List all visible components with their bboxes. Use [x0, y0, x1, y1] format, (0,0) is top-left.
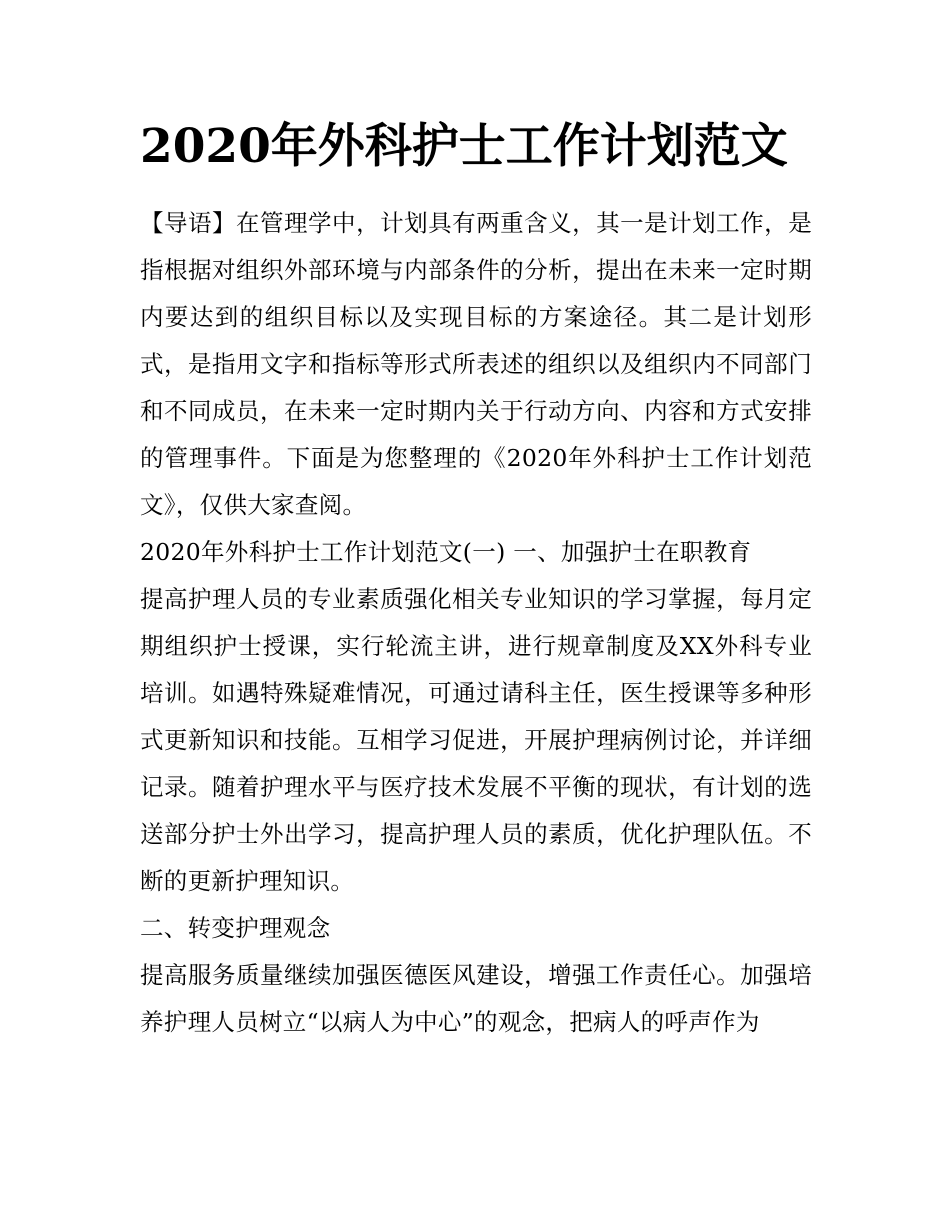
paragraph-section-body-2: 提高服务质量继续加强医德医风建设，增强工作责任心。加强培养护理人员树立“以病人为中心”的观念，把病人的呼声作为	[140, 961, 812, 1036]
document-body	[140, 200, 812, 1046]
document-title: 2020年外科护士工作计划范文	[140, 119, 788, 174]
paragraph-section-heading-1: 2020年外科护士工作计划范文(一) 一、加强护士在职教育	[140, 538, 752, 566]
paragraph-section-body-1: 提高护理人员的专业素质强化相关专业知识的学习掌握，每月定期组织护士授课，实行轮流主讲，进行规章制度及XX外科专业培训。如遇特殊疑难情况，可通过请科主任，医生授课等多种形式更新知识和技能。互相学习促进，开展护理病例讨论，并详细记录。随着护理水平与医疗技术发展不平衡的现状，有计划的选送部分护士外出学习，提高护理人员的素质，优化护理队伍。不断的更新护理知识。	[140, 585, 812, 895]
paragraph-introduction: 【导语】在管理学中，计划具有两重含义，其一是计划工作，是指根据对组织外部环境与内部条件的分析，提出在未来一定时期内要达到的组织目标以及实现目标的方案途径。其二是计划形式，是指用文字和指标等形式所表述的组织以及组织内不同部门和不同成员，在未来一定时期内关于行动方向、内容和方式安排的管理事件。下面是为您整理的《2020年外科护士工作计划范文》，仅供大家查阅。	[140, 209, 812, 519]
paragraph-section-heading-2: 二、转变护理观念	[140, 914, 331, 942]
